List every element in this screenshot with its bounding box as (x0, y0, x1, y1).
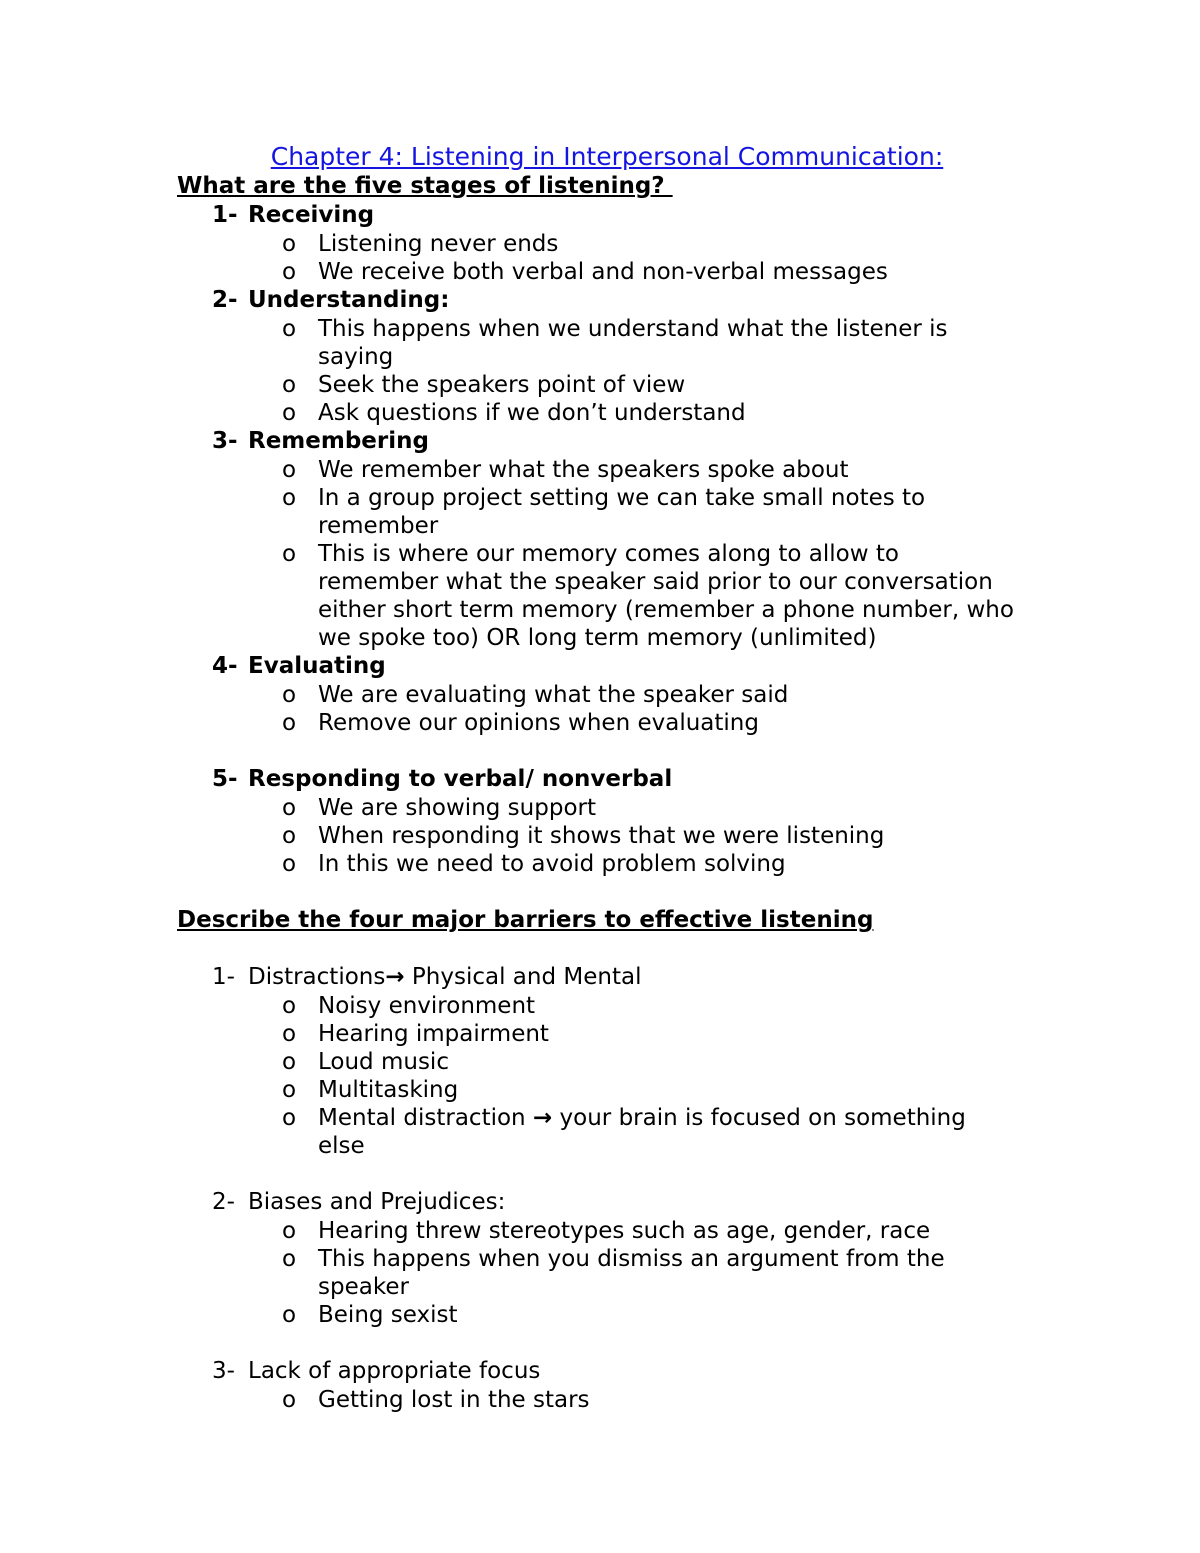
list-item: o Hearing impairment (282, 1021, 549, 1047)
list-item: o We are showing support (282, 795, 596, 821)
barrier-label-suffix: Physical and Mental (404, 964, 642, 990)
blank-line (177, 737, 1037, 765)
barrier-distractions (177, 963, 1037, 1160)
list-item: o Mental distraction → your brain is focused on something else (282, 1105, 974, 1159)
bullet-icon: o (282, 1105, 297, 1131)
arrow-right-icon: → (385, 964, 405, 990)
stage-label: Evaluating (248, 653, 386, 679)
stage-number: 3- (212, 428, 238, 454)
stage-heading (177, 652, 1037, 681)
bullet-icon: o (282, 993, 297, 1019)
list-item: o Being sexist (282, 1302, 458, 1328)
bullet-icon: o (282, 710, 297, 736)
barrier-heading (177, 1357, 1037, 1386)
bullet-icon: o (282, 851, 297, 877)
bullet-icon: o (282, 400, 297, 426)
stage-remembering (177, 427, 1037, 652)
bullet-icon: o (282, 316, 297, 342)
barrier-heading (177, 963, 1037, 992)
stage-responding (177, 765, 1037, 878)
blank-line (177, 1329, 1037, 1357)
blank-line (177, 1160, 1037, 1188)
bullet-icon: o (282, 1246, 297, 1272)
question-barriers: Describe the four major barriers to effective listening (177, 907, 874, 933)
barrier-number: 3- (212, 1358, 235, 1384)
stage-heading (177, 201, 1037, 230)
stage-number: 5- (212, 766, 238, 792)
barrier-focus (177, 1357, 1037, 1414)
stage-label: Receiving (248, 202, 375, 228)
list-item: o Multitasking (282, 1077, 459, 1103)
stage-number: 1- (212, 202, 238, 228)
bullet-icon: o (282, 231, 297, 257)
list-item: o Hearing threw stereotypes such as age, gender, race (282, 1218, 931, 1244)
list-item: o This happens when you dismiss an argument from the speaker (282, 1246, 945, 1300)
list-item: o When responding it shows that we were listening (282, 823, 885, 849)
list-item: o Listening never ends (282, 231, 559, 257)
bullet-icon: o (282, 1302, 297, 1328)
barrier-label: Lack of appropriate focus (248, 1358, 541, 1384)
bullet-icon: o (282, 682, 297, 708)
barrier-number: 2- (212, 1189, 235, 1215)
list-item: o Remove our opinions when evaluating (282, 710, 759, 736)
list-item: o Getting lost in the stars (282, 1387, 590, 1413)
stage-understanding (177, 286, 1037, 427)
list-item: o In this we need to avoid problem solving (282, 851, 786, 877)
bullet-icon: o (282, 1387, 297, 1413)
list-item: o We receive both verbal and non-verbal messages (282, 259, 888, 285)
page-title: Chapter 4: Listening in Interpersonal Communication: (270, 142, 944, 171)
list-item: o Noisy environment (282, 993, 536, 1019)
barrier-label: Distractions (248, 964, 386, 990)
bullet-icon: o (282, 1021, 297, 1047)
bullet-icon: o (282, 795, 297, 821)
stage-heading (177, 286, 1037, 315)
barrier-number: 1- (212, 964, 235, 990)
stage-number: 2- (212, 287, 238, 313)
list-item: o We remember what the speakers spoke about (282, 457, 849, 483)
barrier-label: Biases and Prejudices: (248, 1189, 506, 1215)
stage-label: Remembering (248, 428, 429, 454)
bullet-icon: o (282, 1218, 297, 1244)
stage-heading (177, 427, 1037, 456)
list-item: o This is where our memory comes along to allow to remember what the speaker said prior to our conversation either short term memory (remember a phone number, who we spoke too) OR long term memory (unlimited) (282, 541, 1014, 651)
stage-label: Understanding: (248, 287, 450, 313)
barrier-biases (177, 1188, 1037, 1329)
list-item: o In a group project setting we can take small notes to remember (282, 485, 926, 539)
list-item: o This happens when we understand what the listener is saying (282, 316, 948, 370)
document-content (177, 142, 1037, 1414)
bullet-icon: o (282, 1049, 297, 1075)
list-item: o Loud music (282, 1049, 449, 1075)
barrier-heading (177, 1188, 1037, 1217)
list-item: o We are evaluating what the speaker said (282, 682, 789, 708)
stage-receiving (177, 201, 1037, 286)
bullet-icon: o (282, 823, 297, 849)
blank-line (177, 878, 1037, 906)
bullet-icon: o (282, 485, 297, 511)
list-item: o Ask questions if we don’t understand (282, 400, 746, 426)
bullet-icon: o (282, 372, 297, 398)
blank-line (177, 935, 1037, 963)
stage-number: 4- (212, 653, 238, 679)
bullet-icon: o (282, 541, 297, 567)
list-item: o Seek the speakers point of view (282, 372, 686, 398)
question-five-stages: What are the five stages of listening? (177, 173, 673, 199)
arrow-right-icon: → (532, 1105, 553, 1131)
stage-heading (177, 765, 1037, 794)
stage-label: Responding to verbal/ nonverbal (248, 766, 673, 792)
bullet-icon: o (282, 457, 297, 483)
stage-evaluating (177, 652, 1037, 737)
bullet-icon: o (282, 1077, 297, 1103)
bullet-icon: o (282, 259, 297, 285)
